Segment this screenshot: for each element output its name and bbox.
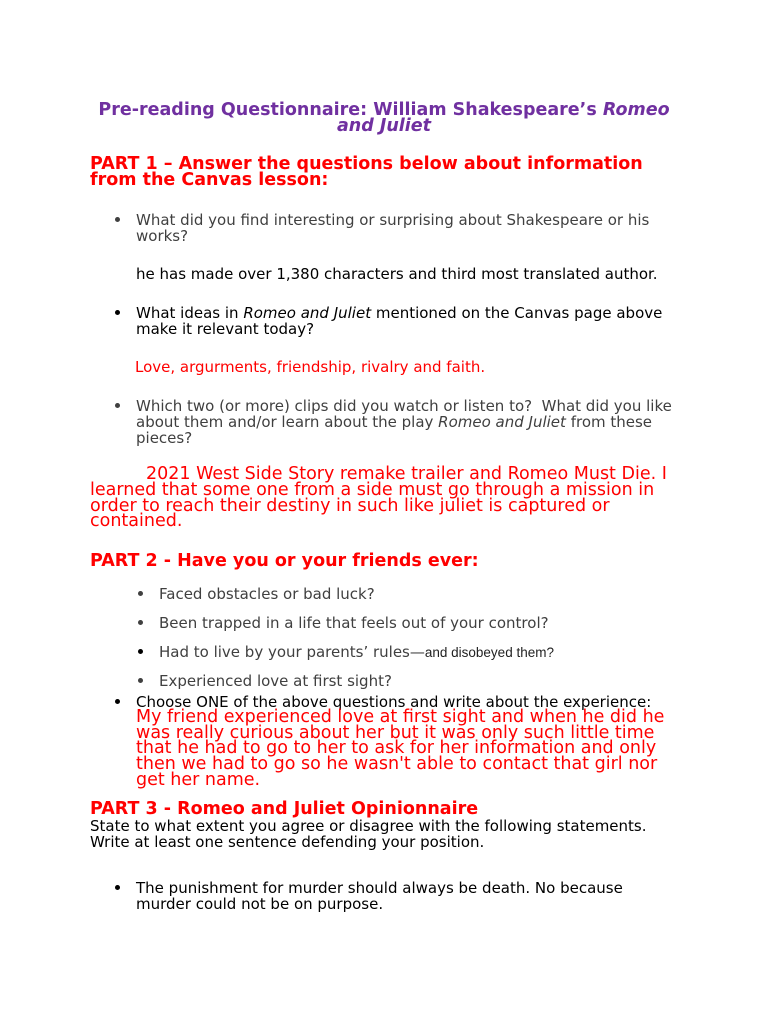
question-2-line: make it relevant today? (136, 320, 315, 338)
list-item-text: Had to live by your parents’ rules— (159, 643, 425, 661)
bullet-point (115, 699, 120, 704)
answer-1-text: he has made over 1,380 characters and third most translated author. (136, 265, 658, 283)
answer-4-line: that he had to go to her to ask for her information and only (136, 738, 657, 758)
question-3-line: pieces? (136, 429, 193, 447)
question-3-text-end: from these (570, 413, 653, 431)
answer-3-line: contained. (90, 511, 183, 531)
question-3-line (136, 398, 672, 414)
question-2-line (136, 305, 662, 321)
bullet-point (115, 885, 120, 890)
question-2-text-end: mentioned on the Canvas page above (375, 304, 663, 322)
title-italic-romeo: Romeo (602, 100, 670, 120)
bullet-point (115, 403, 120, 408)
question-1-line: works? (136, 227, 189, 245)
answer-4-line: My friend experienced love at first sight and when he did he (136, 707, 665, 727)
list-item: Been trapped in a life that feels out of your control? (159, 614, 549, 632)
answer-2-text: Love, argurments, friendship, rivalry and faith. (135, 358, 486, 376)
bullet-point (138, 678, 143, 683)
bullet-point (138, 649, 143, 654)
statement-line: murder could not be on purpose. (136, 895, 384, 913)
list-item-added-text: and disobeyed them? (424, 645, 554, 660)
question-3-line (136, 414, 652, 430)
question-1-line: What did you find interesting or surprising about Shakespeare or his (136, 211, 650, 229)
part-2-prompt: Choose ONE of the above questions and write about the experience: (136, 693, 652, 711)
question-2-italic-title: Romeo and Juliet (243, 304, 372, 322)
part-3-heading: PART 3 - Romeo and Juliet Opinionnaire (90, 799, 479, 819)
part-3-instruction-line: Write at least one sentence defending your position. (90, 833, 485, 851)
bullet-point (138, 620, 143, 625)
part-3-instruction-line: State to what extent you agree or disagree with the following statements. (90, 817, 647, 835)
part-1-heading-line: from the Canvas lesson: (90, 170, 329, 190)
list-item: Experienced love at first sight? (159, 672, 392, 690)
question-2-text-start: What ideas in (136, 304, 239, 322)
title-italic-and-juliet: and Juliet (336, 116, 432, 136)
part-1-heading-line: PART 1 – Answer the questions below about information (90, 154, 643, 174)
question-3-italic-title: Romeo and Juliet (438, 413, 566, 431)
list-item: Faced obstacles or bad luck? (159, 585, 375, 603)
title-text: Pre-reading Questionnaire: William Shakespeare’s (98, 100, 597, 120)
answer-3-line: order to reach their destiny in such like juliet is captured or (90, 496, 610, 516)
bullet-point (138, 591, 143, 596)
answer-4-line: was really curious about her but it was only such little time (136, 723, 655, 743)
bullet-point (115, 310, 120, 315)
part-2-heading: PART 2 - Have you or your friends ever: (90, 551, 479, 571)
question-3-text: Which two (or more) clips did you watch or listen to? What did you like (136, 397, 672, 415)
question-3-text-start: about them and/or learn about the play (136, 413, 434, 431)
statement-line: The punishment for murder should always be death. No because (136, 879, 623, 897)
answer-4-line: then we had to go so he wasn't able to contact that girl nor (136, 754, 658, 774)
answer-3-line: 2021 West Side Story remake trailer and Romeo Must Die. I (146, 464, 667, 484)
title-line-2 (0, 118, 768, 134)
answer-4-line: get her name. (136, 770, 261, 790)
answer-3-line: learned that some one from a side must go through a mission in (90, 480, 655, 500)
list-item (159, 644, 554, 660)
bullet-point (115, 217, 120, 222)
